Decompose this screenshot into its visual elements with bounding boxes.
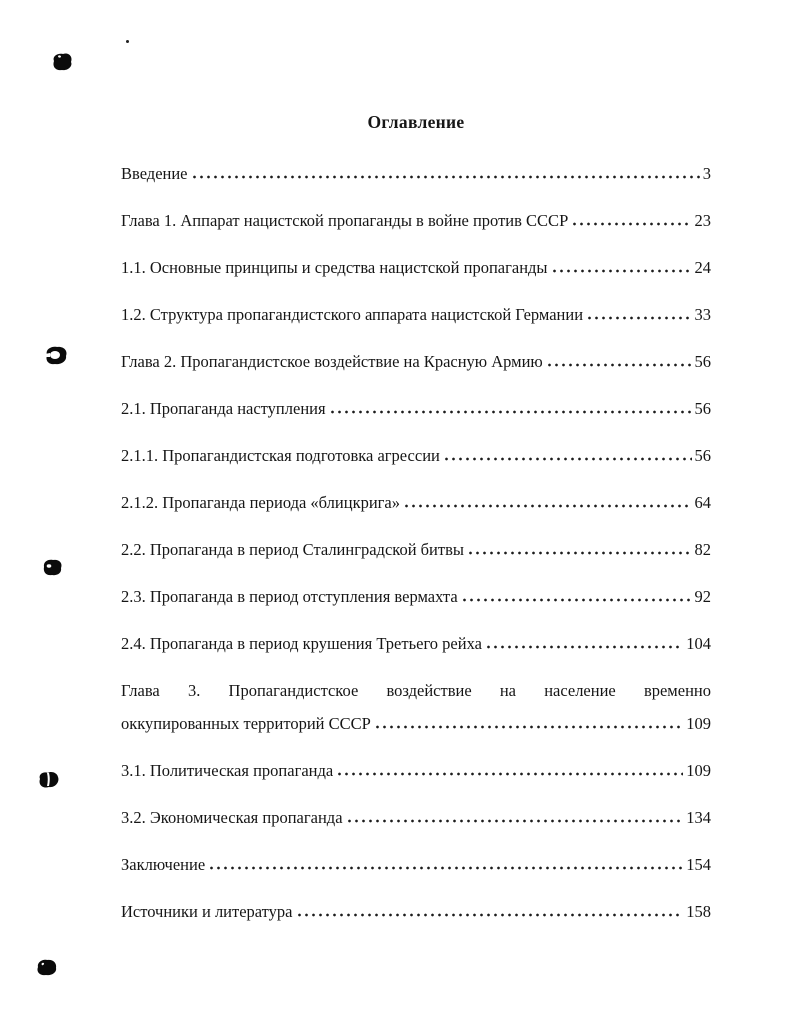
- toc-entry-page: 33: [694, 305, 711, 324]
- dot-leader: [336, 772, 683, 776]
- toc-entry-3-1: [121, 760, 711, 781]
- ink-speck: [126, 40, 129, 43]
- toc-entry-2-2: [121, 539, 711, 560]
- toc-entry-page: 104: [686, 634, 711, 653]
- dot-leader: [461, 598, 692, 602]
- toc-entry-page: 24: [694, 258, 711, 277]
- toc-entry-label: 2.4. Пропаганда в период крушения Третьего рейха: [121, 634, 482, 653]
- toc-entry-page: 82: [694, 540, 711, 559]
- toc-entry-page: 3: [702, 164, 711, 183]
- toc-entry-label: 3.1. Политическая пропаганда: [121, 761, 334, 780]
- toc-entry-3-2: [121, 807, 711, 828]
- toc-entry-glava1: [121, 210, 711, 231]
- toc-entry-line1: Глава 3. Пропагандистское воздействие на население временно: [121, 681, 711, 700]
- toc-entry-zaklyuchenie: [121, 854, 711, 875]
- toc-entry-label: 1.2. Структура пропагандистского аппарата нацистской Германии: [121, 305, 584, 324]
- ink-blot: [40, 558, 64, 582]
- dot-leader: [374, 725, 683, 729]
- dot-leader: [191, 175, 700, 179]
- toc-entry-label: 3.2. Экономическая пропаганда: [121, 808, 343, 827]
- toc-entry-1-1: [121, 257, 711, 278]
- toc-entry-label: 2.1. Пропаганда наступления: [121, 399, 326, 418]
- dot-leader: [467, 551, 692, 555]
- toc-entry-page: 92: [694, 587, 711, 606]
- dot-leader: [296, 913, 684, 917]
- toc-entry-glava3: [121, 680, 711, 734]
- toc-entry-page: 154: [686, 855, 711, 874]
- toc-entry-2-1-1: [121, 445, 711, 466]
- toc-entry-page: 134: [686, 808, 711, 827]
- toc-entry-label: Глава 1. Аппарат нацистской пропаганды в войне против СССР: [121, 211, 569, 230]
- toc-entry-glava2: [121, 351, 711, 372]
- dot-leader: [443, 457, 692, 461]
- toc-entry-2-1: [121, 398, 711, 419]
- toc-container: [121, 112, 711, 948]
- toc-entry-label: 2.3. Пропаганда в период отступления вермахта: [121, 587, 458, 606]
- toc-entry-2-1-2: [121, 492, 711, 513]
- ink-blot: [34, 958, 59, 982]
- toc-entry-vvedenie: [121, 163, 711, 184]
- dot-leader: [586, 316, 691, 320]
- toc-entry-label: 2.1.1. Пропагандистская подготовка агрессии: [121, 446, 440, 465]
- toc-entry-label: Введение: [121, 164, 188, 183]
- toc-entry-page: 158: [686, 902, 711, 921]
- dot-leader: [329, 410, 692, 414]
- toc-entry-page: 56: [694, 352, 711, 371]
- toc-entry-label: оккупированных территорий СССР: [121, 714, 371, 733]
- toc-entry-2-4: [121, 633, 711, 654]
- toc-entry-1-2: [121, 304, 711, 325]
- dot-leader: [485, 645, 683, 649]
- toc-entry-page: 23: [694, 211, 711, 230]
- dot-leader: [571, 222, 691, 226]
- ink-blot: [36, 770, 61, 795]
- toc-entry-page: 56: [694, 399, 711, 418]
- toc-entry-label: 2.2. Пропаганда в период Сталинградской битвы: [121, 540, 464, 559]
- page-title: Оглавление: [367, 112, 465, 132]
- toc-entry-page: 109: [686, 714, 711, 733]
- toc-entry-2-3: [121, 586, 711, 607]
- toc-entry-line2: [121, 713, 711, 734]
- dot-leader: [546, 363, 692, 367]
- dot-leader: [403, 504, 691, 508]
- toc-entry-istochniki: [121, 901, 711, 922]
- dot-leader: [208, 866, 683, 870]
- ink-blot: [42, 345, 69, 371]
- toc-entry-page: 56: [694, 446, 711, 465]
- toc-entry-label: 1.1. Основные принципы и средства нацистской пропаганды: [121, 258, 548, 277]
- toc-entry-page: 109: [686, 761, 711, 780]
- toc-entry-label: Источники и литература: [121, 902, 293, 921]
- dot-leader: [346, 819, 684, 823]
- toc-entry-page: 64: [694, 493, 711, 512]
- toc-entry-label: Глава 2. Пропагандистское воздействие на Красную Армию: [121, 352, 543, 371]
- dot-leader: [551, 269, 692, 273]
- toc-entry-label: Заключение: [121, 855, 206, 874]
- ink-blot: [50, 52, 74, 77]
- toc-entry-label: 2.1.2. Пропаганда периода «блицкрига»: [121, 493, 401, 512]
